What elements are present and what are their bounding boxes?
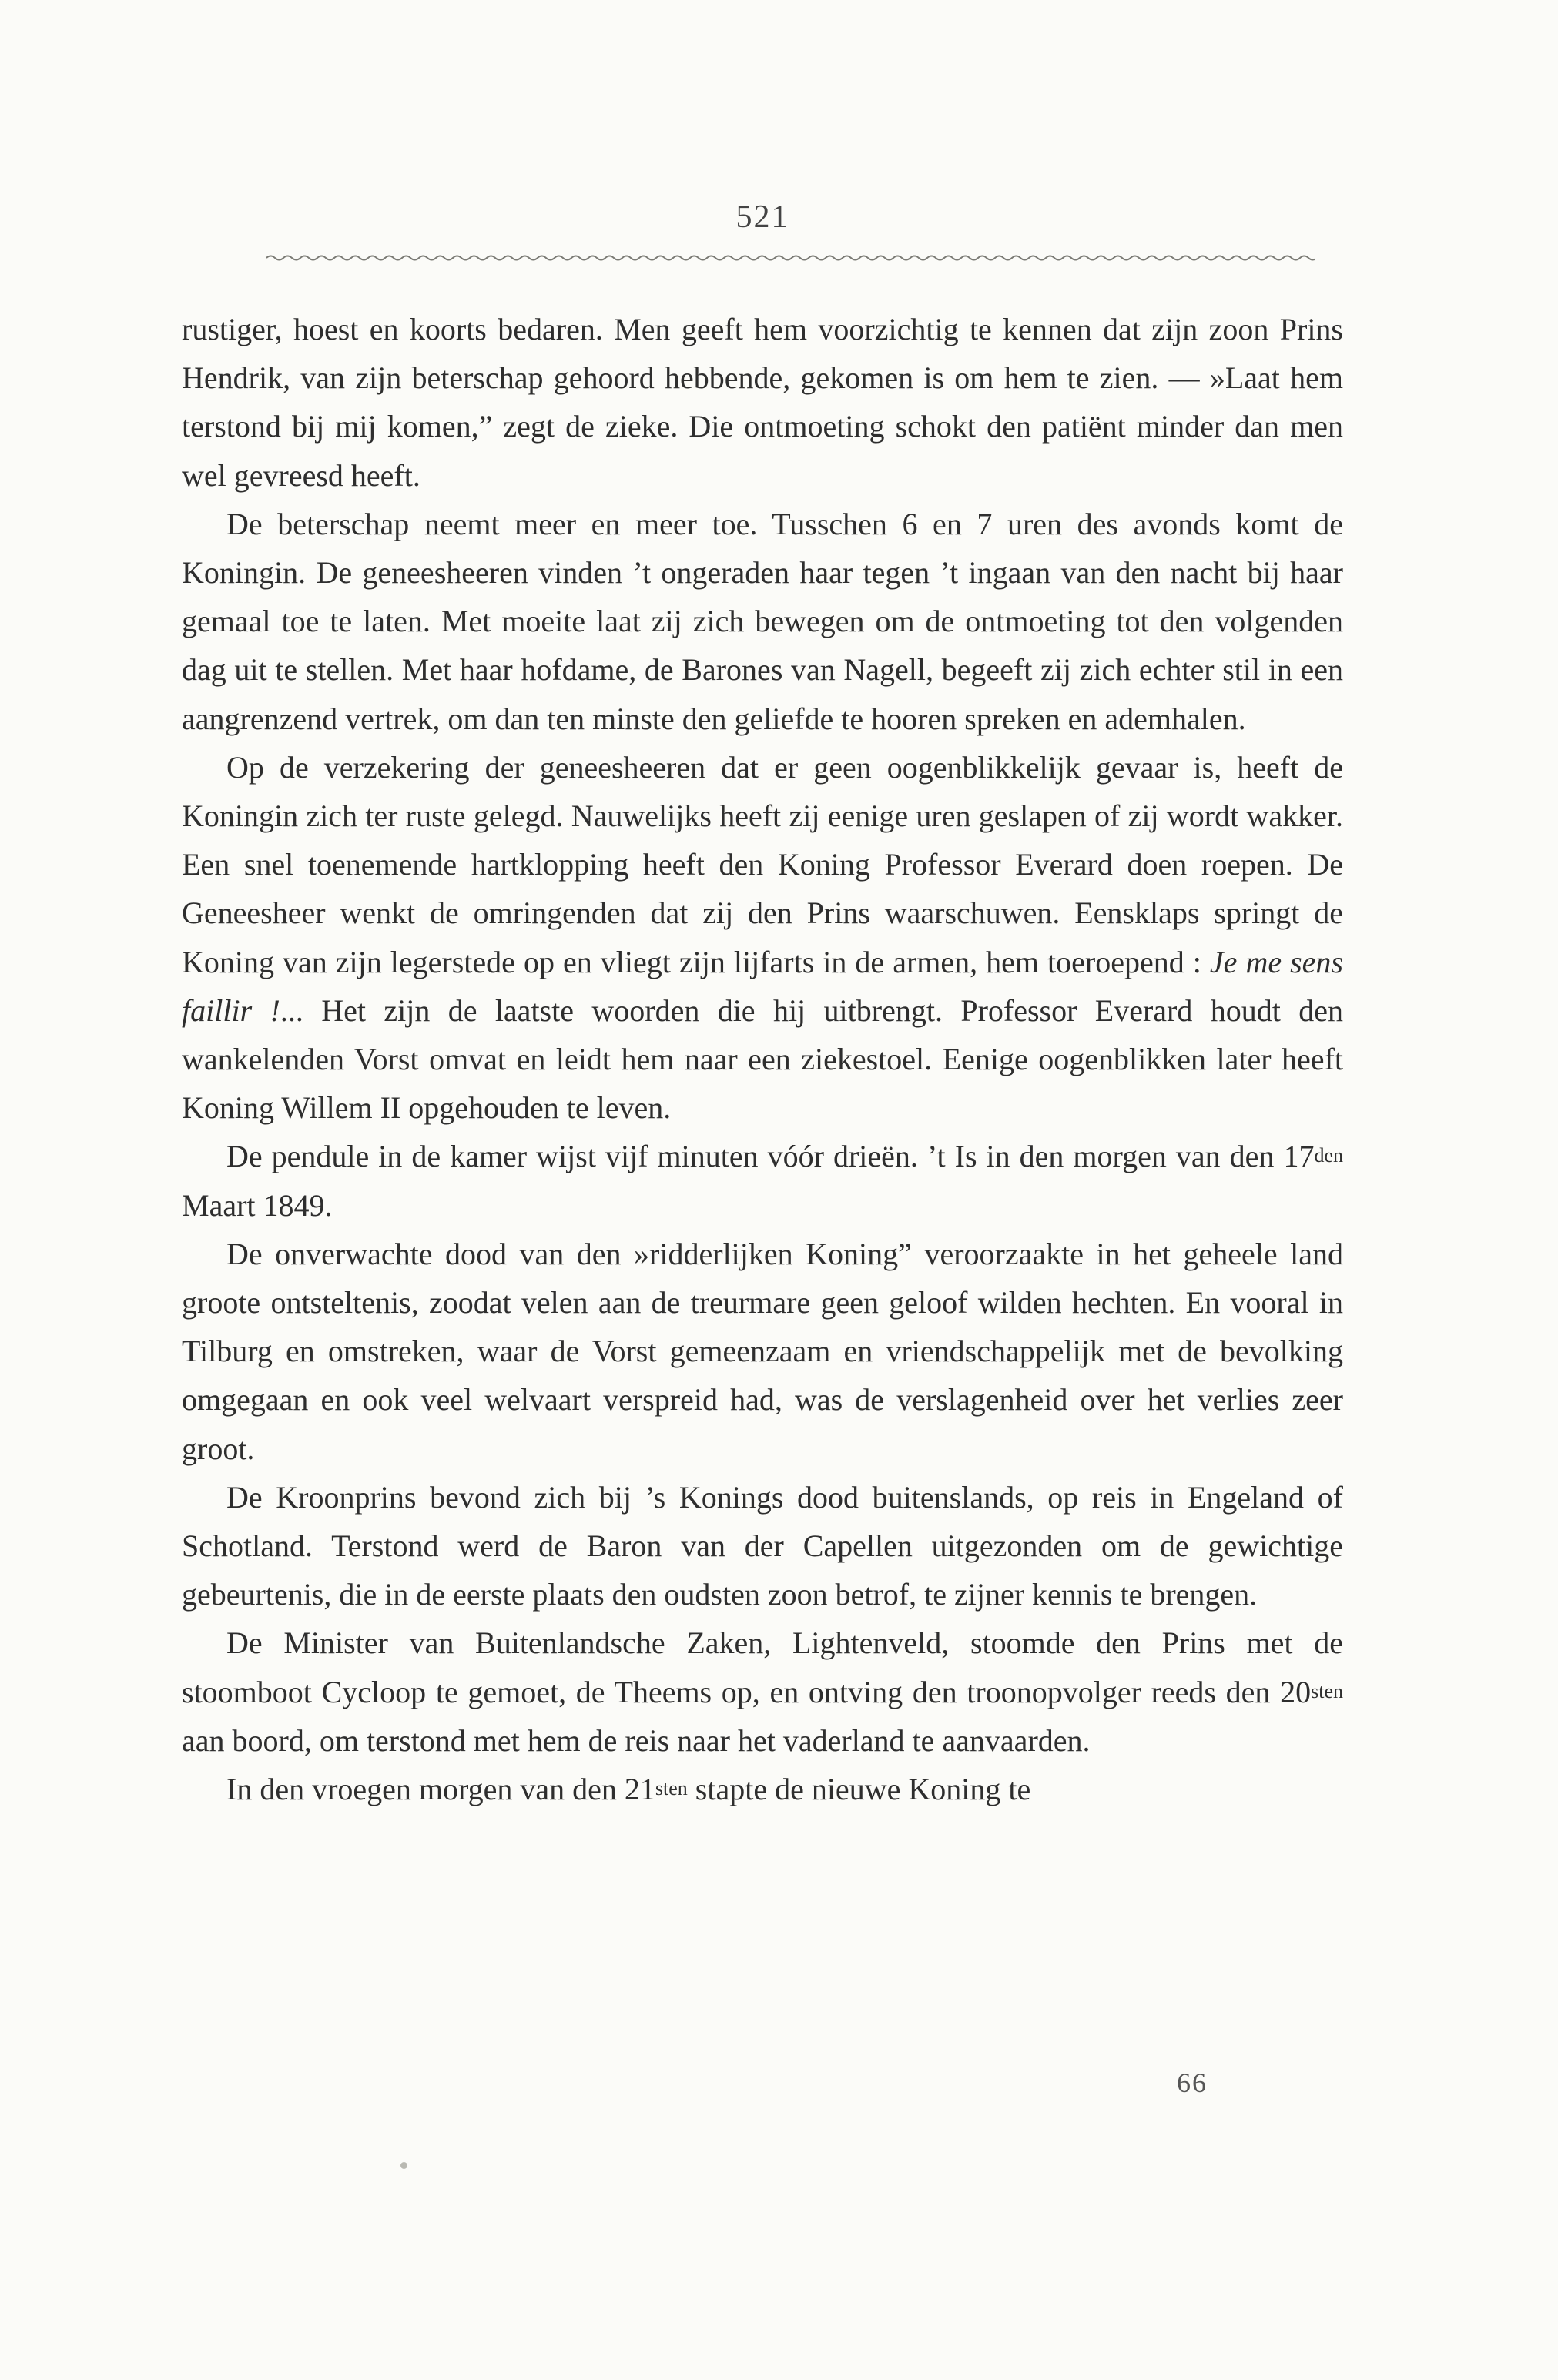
paragraph (182, 743, 1343, 1133)
ordinal-suffix: den (1314, 1144, 1343, 1167)
italic-quote: Je me sens faillir ! (182, 944, 1343, 1028)
text-segment: De onverwachte dood van den »ridderlijken Koning” veroorzaakte in het geheele land groote ontsteltenis, zoodat velen aan de treurmare geen geloof wilden hechten. En vooral in Tilburg en omstreken, waar de Vorst gemeenzaam en vriendschappelijk met de bevolking omgegaan en ook veel welvaart verspreid had, was de verslagenheid over het verlies zeer groot. (182, 1236, 1343, 1466)
text-segment: In den vroegen morgen van den 21 (226, 1772, 655, 1807)
text-segment: De pendule in de kamer wijst vijf minuten vóór drieën. ’t Is in den morgen van den 17 (226, 1139, 1315, 1174)
paragraph (182, 500, 1343, 743)
decorative-wavy-rule (266, 251, 1315, 265)
text-segment: aan boord, om terstond met hem de reis naar het vaderland te aanvaarden. (182, 1722, 1091, 1758)
text-segment: Op de verzekering der geneesheeren dat er geen oogenblikkelijk gevaar is, heeft de Koningin zich ter ruste gelegd. Nauwelijks heeft zij eenige uren geslapen of zij wordt wakker. Een snel toenemende hartklopping heeft den Koning Professor Everard doen roepen. De Geneesheer wenkt de omringenden dat zij den Prins waarschuwen. Eensklaps springt de Koning van zijn legerstede op en vliegt zijn lijfarts in de armen, hem toeroepend : (182, 749, 1343, 979)
paragraph (182, 1618, 1343, 1765)
ordinal-suffix: sten (1311, 1679, 1343, 1702)
text-segment: De Kroonprins bevond zich bij ’s Konings dood buitenslands, op reis in Engeland of Schotland. Terstond werd de Baron van der Capellen uitgezonden om de gewichtige gebeurtenis, die in de eerste plaats den oudsten zoon betrof, te zijner kennis te brengen. (182, 1479, 1343, 1612)
paragraph (182, 1473, 1343, 1619)
paper-speck (400, 2162, 407, 2169)
text-segment: De beterschap neemt meer en meer toe. Tusschen 6 en 7 uren des avonds komt de Koningin. De geneesheeren vinden ’t ongeraden haar tegen ’t ingaan van den nacht bij haar gemaal toe te laten. Met moeite laat zij zich bewegen om de ontmoeting tot den volgenden dag uit te stellen. Met haar hofdame, de Barones van Nagell, begeeft zij zich echter stil in een aangrenzend vertrek, om dan ten minste den geliefde te hooren spreken en ademhalen. (182, 506, 1343, 736)
paragraph (182, 1230, 1343, 1473)
text-segment: De Minister van Buitenlandsche Zaken, Lightenveld, stoomde den Prins met de stoomboot Cycloop te gemoet, de Theems op, en ontving den troonopvolger reeds den 20 (182, 1625, 1343, 1709)
paragraph (182, 1765, 1343, 1813)
text-segment: ... Het zijn de laatste woorden die hij uitbrengt. Professor Everard houdt den wankelenden Vorst omvat en leidt hem naar een ziekestoel. Eenige oogenblikken later heeft Koning Willem II opgehouden te leven. (182, 993, 1343, 1126)
paragraph (182, 305, 1343, 500)
text-segment: rustiger, hoest en koorts bedaren. Men geeft hem voorzichtig te kennen dat zijn zoon Prins Hendrik, van zijn beterschap gehoord hebbende, gekomen is om hem te zien. — »Laat hem terstond bij mij komen,” zegt de zieke. Die ontmoeting schokt den patiënt minder dan men wel gevreesd heeft. (182, 312, 1343, 493)
paragraph (182, 1132, 1343, 1229)
text-segment: stapte de nieuwe Koning te (687, 1772, 1031, 1807)
page-number: 521 (735, 199, 789, 235)
ordinal-suffix: sten (655, 1777, 688, 1800)
text-segment: Maart 1849. (182, 1187, 333, 1223)
body-text (182, 305, 1343, 1813)
signature-mark: 66 (1177, 2067, 1208, 2098)
